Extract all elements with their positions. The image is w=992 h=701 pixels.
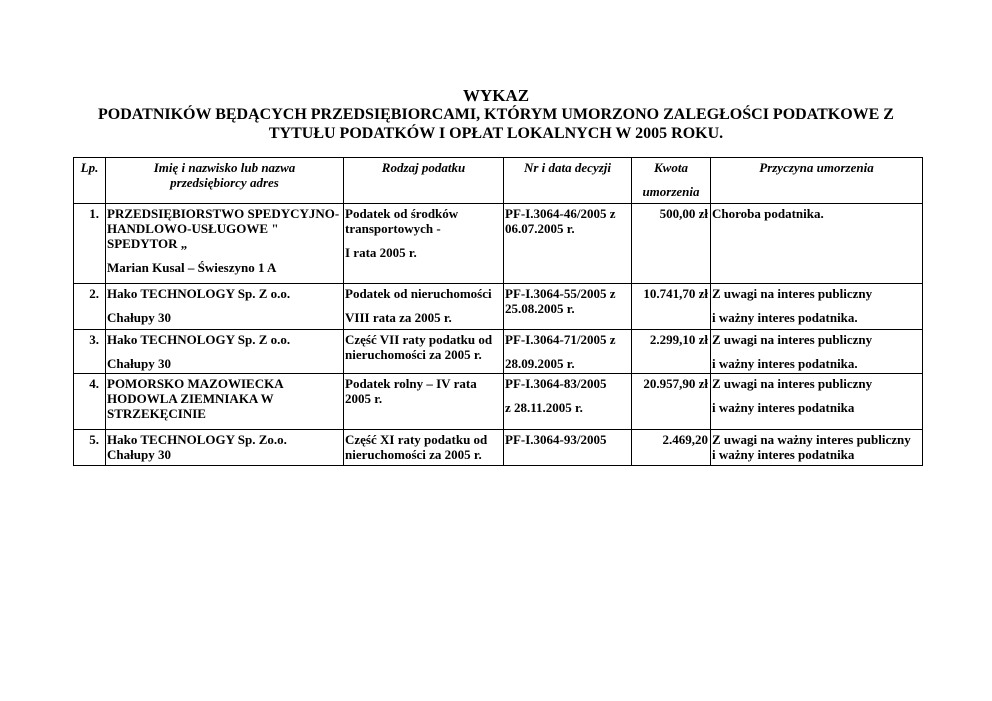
- cell-decision-line2: 25.08.2005 r.: [505, 301, 575, 316]
- cell-decision-line1: PF-I.3064-55/2005 z: [505, 286, 616, 301]
- cell-decision: [504, 284, 632, 330]
- cell-name-line1: Hako TECHNOLOGY Sp. Z o.o.: [107, 286, 291, 301]
- cell-name-line1: PRZEDSIĘBIORSTWO SPEDYCYJNO-HANDLOWO-USŁUGOWE " SPEDYTOR „: [107, 206, 340, 251]
- cell-reason-line2: i ważny interes podatnika.: [712, 356, 858, 371]
- cell-name-line2: Marian Kusal – Świeszyno 1 A: [107, 260, 277, 275]
- cell-amount: 20.957,90 zł: [632, 374, 711, 430]
- header-name: [106, 158, 344, 204]
- cell-tax-type: [344, 330, 504, 374]
- cell-amount: 2.469,20: [632, 430, 711, 466]
- cell-name: [106, 330, 344, 374]
- document-title: WYKAZ: [462, 86, 530, 105]
- cell-reason: [711, 330, 923, 374]
- cell-reason-line1: Z uwagi na interes publiczny: [712, 376, 873, 391]
- header-lp: [74, 158, 106, 204]
- table-header-row: [74, 158, 923, 204]
- table-row: [74, 430, 923, 466]
- cell-reason-line1: Z uwagi na interes publiczny: [712, 332, 873, 347]
- cell-reason-line2: i ważny interes podatnika: [712, 400, 855, 415]
- cell-tax-type: [344, 284, 504, 330]
- cell-tax-type: [344, 204, 504, 284]
- cell-tax-line2: I rata 2005 r.: [345, 245, 417, 260]
- cell-lp: 5.: [74, 430, 106, 466]
- cell-decision-line2: 28.09.2005 r.: [505, 356, 575, 371]
- header-decision-label: Nr i data decyzji: [523, 160, 611, 175]
- header-amount: [632, 158, 711, 204]
- cell-reason-line1: Z uwagi na ważny interes publiczny: [712, 432, 911, 447]
- cell-decision-line1: PF-I.3064-93/2005: [505, 432, 607, 447]
- cell-lp: 3.: [74, 330, 106, 374]
- cell-name-line2: Chałupy 30: [107, 447, 171, 462]
- cell-name-line1: Hako TECHNOLOGY Sp. Z o.o.: [107, 332, 291, 347]
- header-amount-line1: Kwota: [654, 160, 688, 175]
- cell-reason-line1: Z uwagi na interes publiczny: [712, 286, 873, 301]
- header-amount-line2: umorzenia: [642, 184, 700, 199]
- header-lp-label: Lp.: [80, 160, 99, 175]
- cell-amount: 2.299,10 zł: [632, 330, 711, 374]
- cell-lp: 4.: [74, 374, 106, 430]
- cell-name: [106, 284, 344, 330]
- header-reason: [711, 158, 923, 204]
- table-row: [74, 374, 923, 430]
- header-name-line1: Imię i nazwisko lub nazwa: [153, 160, 296, 175]
- cell-decision: [504, 204, 632, 284]
- cell-decision: [504, 430, 632, 466]
- document-subtitle-line2: TYTUŁU PODATKÓW I OPŁAT LOKALNYCH W 2005 ROKU.: [268, 125, 724, 142]
- cell-tax-line1: Podatek od środków transportowych -: [345, 206, 459, 236]
- cell-tax-line1: Część XI raty podatku od nieruchomości za 2005 r.: [345, 432, 488, 462]
- cell-reason-line2: i ważny interes podatnika.: [712, 310, 858, 325]
- header-name-line2: przedsiębiorcy adres: [170, 175, 279, 190]
- cell-reason-line2: i ważny interes podatnika: [712, 447, 855, 462]
- cell-tax-line2: VIII rata za 2005 r.: [345, 310, 452, 325]
- cell-name-line2: Chałupy 30: [107, 356, 171, 371]
- cell-lp: 1.: [74, 204, 106, 284]
- cell-decision-line1: PF-I.3064-71/2005 z: [505, 332, 616, 347]
- cell-tax-type: [344, 374, 504, 430]
- cell-decision-line2: z 28.11.2005 r.: [505, 400, 583, 415]
- cell-reason: [711, 204, 923, 284]
- cell-tax-line1: Podatek rolny – IV rata 2005 r.: [345, 376, 477, 406]
- cell-name-line1: Hako TECHNOLOGY Sp. Zo.o.: [107, 432, 287, 447]
- header-tax-type-label: Rodzaj podatku: [381, 160, 466, 175]
- cell-name-line2: Chałupy 30: [107, 310, 171, 325]
- cell-name-line1: POMORSKO MAZOWIECKA HODOWLA ZIEMNIAKA W STRZEKĘCINIE: [107, 376, 283, 421]
- table-row: [74, 284, 923, 330]
- cell-decision: [504, 374, 632, 430]
- table-row: [74, 204, 923, 284]
- tax-relief-table: [73, 157, 923, 466]
- cell-tax-type: [344, 430, 504, 466]
- cell-reason: [711, 374, 923, 430]
- cell-decision: [504, 330, 632, 374]
- cell-name: [106, 374, 344, 430]
- header-tax-type: [344, 158, 504, 204]
- cell-lp: 2.: [74, 284, 106, 330]
- document-subtitle-line1: PODATNIKÓW BĘDĄCYCH PRZEDSIĘBIORCAMI, KTÓRYM UMORZONO ZALEGŁOŚCI PODATKOWE Z: [98, 106, 894, 123]
- cell-tax-line1: Część VII raty podatku od nieruchomości za 2005 r.: [345, 332, 493, 362]
- table-row: [74, 330, 923, 374]
- cell-reason: [711, 284, 923, 330]
- cell-decision-line1: PF-I.3064-83/2005: [505, 376, 607, 391]
- cell-amount: 500,00 zł: [632, 204, 711, 284]
- header-decision: [504, 158, 632, 204]
- cell-decision-line1: PF-I.3064-46/2005 z 06.07.2005 r.: [505, 206, 616, 236]
- cell-reason: [711, 430, 923, 466]
- cell-amount: 10.741,70 zł: [632, 284, 711, 330]
- header-reason-label: Przyczyna umorzenia: [759, 160, 874, 175]
- cell-name: [106, 204, 344, 284]
- cell-name: [106, 430, 344, 466]
- cell-tax-line1: Podatek od nieruchomości: [345, 286, 492, 301]
- cell-reason-line1: Choroba podatnika.: [712, 206, 824, 221]
